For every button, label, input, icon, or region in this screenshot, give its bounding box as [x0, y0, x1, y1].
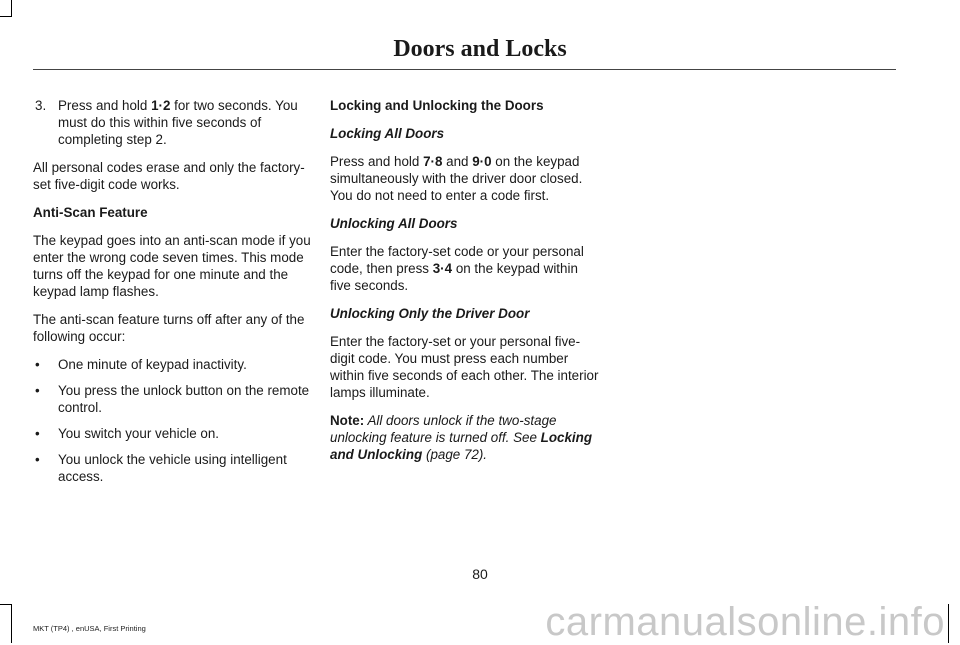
header-divider	[33, 69, 896, 70]
bullet-list	[33, 356, 311, 485]
subsection-heading: Locking All Doors	[330, 126, 445, 141]
note-text: (page 72).	[422, 447, 488, 462]
note-label: Note:	[330, 413, 365, 428]
crop-mark	[11, 604, 12, 643]
list-item	[33, 425, 311, 442]
watermark: carmanualsonline.info	[545, 600, 945, 644]
key-code: 9·0	[472, 154, 492, 169]
paragraph: Enter the factory-set or your personal five-digit code. You must press each number within five seconds of each other. The interior lamps illuminate.	[330, 334, 599, 400]
list-item-text: You unlock the vehicle using intelligent access.	[58, 452, 287, 484]
cross-reference-link[interactable]: Locking and Unlocking	[330, 430, 593, 462]
print-info: MKT (TP4) , enUSA, First Printing	[33, 624, 146, 633]
list-item	[33, 451, 311, 485]
key-code: 3·4	[432, 261, 453, 276]
note	[330, 412, 602, 463]
paragraph	[330, 243, 602, 294]
paragraph: All personal codes erase and only the factory-set five-digit code works.	[33, 160, 305, 192]
bullet-icon: •	[35, 357, 40, 372]
list-item-text: One minute of keypad inactivity.	[58, 357, 247, 372]
key-code: 7·8	[423, 154, 443, 169]
crop-mark	[0, 604, 12, 605]
paragraph: The keypad goes into an anti-scan mode if you enter the wrong code seven times. This mode turns off the keypad for one minute and the keypad lamp flashes.	[33, 233, 311, 299]
right-column	[330, 97, 602, 474]
bullet-icon: •	[35, 383, 40, 398]
subsection-heading: Unlocking All Doors	[330, 216, 458, 231]
note-text: All doors unlock if the two-stage unlocking feature is turned off. See	[330, 413, 557, 445]
paragraph-text: Enter the factory-set code or your personal code, then press	[330, 244, 584, 276]
step-text: Press and hold	[58, 98, 152, 113]
bullet-icon: •	[35, 452, 40, 467]
crop-mark	[11, 0, 12, 16]
paragraph-text: Press and hold	[330, 154, 424, 169]
paragraph-text: on the keypad simultaneously with the driver door closed. You do not need to enter a code first.	[330, 154, 583, 203]
section-heading: Locking and Unlocking the Doors	[330, 98, 544, 113]
key-code: 1·2	[151, 98, 171, 113]
list-item	[33, 382, 311, 416]
numbered-step	[33, 97, 311, 148]
step-text: for two seconds. You must do this within five seconds of completing step 2.	[58, 98, 298, 147]
crop-mark	[948, 604, 949, 643]
section-heading: Anti-Scan Feature	[33, 205, 148, 220]
page-title: Doors and Locks	[393, 36, 567, 62]
bullet-icon: •	[35, 426, 40, 441]
page-number: 80	[472, 566, 488, 582]
paragraph-text: on the keypad within five seconds.	[330, 261, 578, 293]
subsection-heading: Unlocking Only the Driver Door	[330, 306, 530, 321]
paragraph-text: and	[442, 154, 473, 169]
paragraph: The anti-scan feature turns off after any of the following occur:	[33, 312, 305, 344]
left-column	[33, 97, 311, 494]
paragraph	[330, 153, 602, 204]
list-item	[33, 356, 311, 373]
list-item-text: You switch your vehicle on.	[58, 426, 220, 441]
crop-mark	[0, 16, 12, 17]
list-item-text: You press the unlock button on the remote control.	[58, 383, 310, 415]
step-number: 3.	[35, 98, 47, 113]
